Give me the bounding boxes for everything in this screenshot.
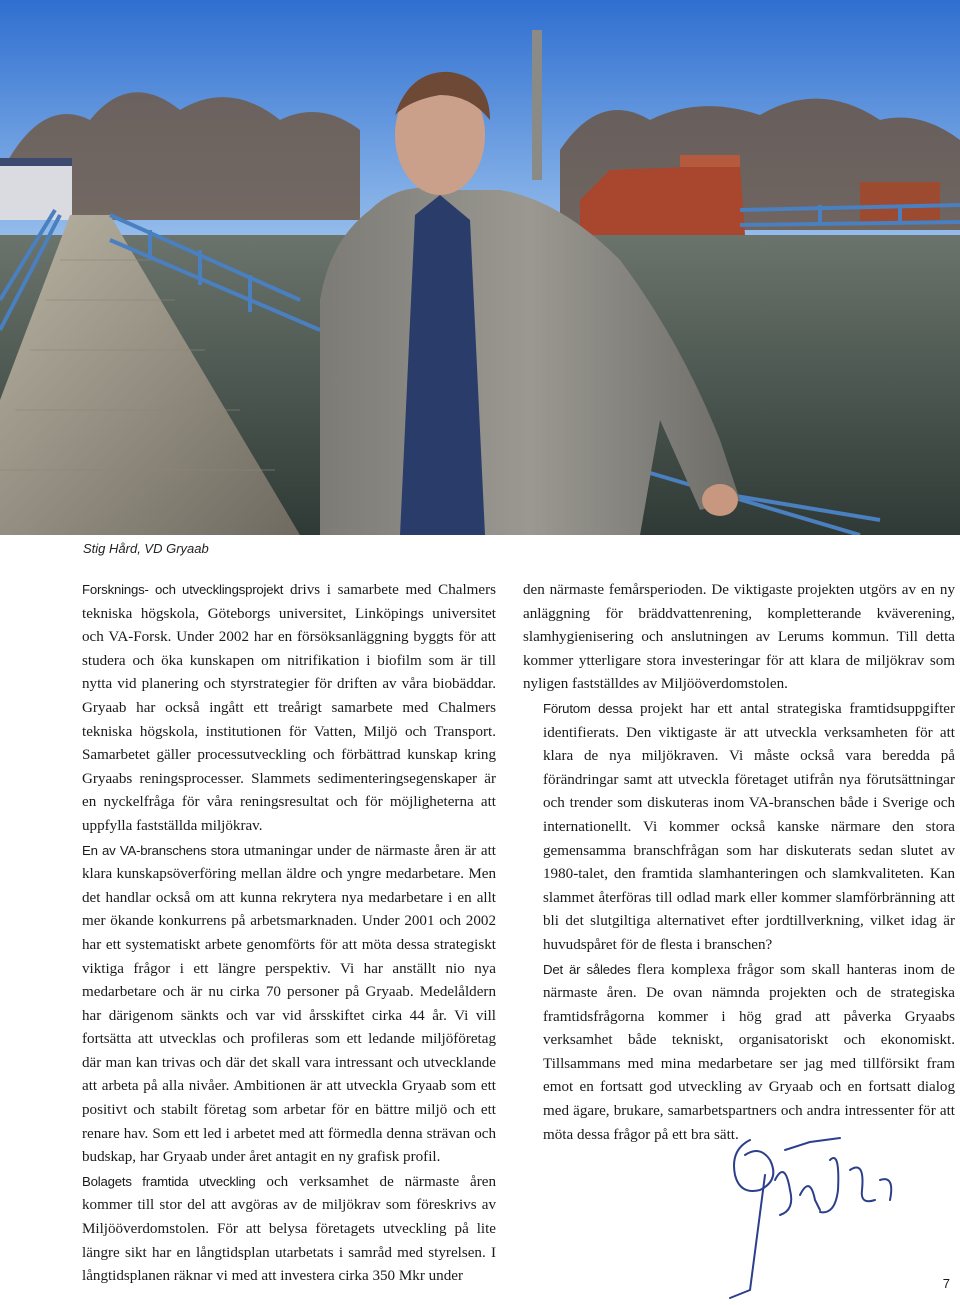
paragraph-lead: Det är således: [543, 961, 631, 977]
cover-photo: [0, 0, 960, 535]
paragraph: [523, 958, 955, 1148]
page-number: 7: [942, 1276, 950, 1291]
paragraph-text: och verksamhet de närmaste åren kommer till stor del att avgöras av de miljökrav som föreskrivs av Miljööverdomstolen. För att belysa företagets utveckling på lite längre sikt har en långtidsplan utarbetats i samråd med styrelsen. I långtidsplanen räknar vi med att investera cirka 350 Mkr under: [82, 1173, 497, 1285]
chimney: [532, 30, 542, 180]
paragraph-lead: Forsknings- och utvecklingsprojekt: [82, 582, 284, 597]
red-building: [580, 165, 745, 240]
paragraph: [523, 578, 955, 697]
paragraph-lead: Förutom dessa: [543, 700, 633, 716]
paragraph: [62, 578, 496, 839]
paragraph-text: projekt har ett antal strategiska framtidsuppgifter identifierats. Den viktigaste är att utveckla verksamheten för att klara de nya miljökraven. Vi måste också vara beredda på förändringar samt att utveckla företaget utifrån nya förutsättningar och trender som diskuteras inom VA-branschen både i Sverige och internationellt. Vi kommer också kanske närmare den stora gemensamma branschfrågan som har diskuterats sedan slutet av 1980-talet, den framtida slamhanteringen och slamkvaliteten. Kan slammet återföras till odlad mark eller kommer slamförbränning att bli det slutgiltiga alternativet efter jordtillverkning, vilket idag är huvudspåret för de flesta i branschen?: [543, 700, 955, 953]
paragraph-lead: Bolagets framtida utveckling: [82, 1173, 256, 1189]
right-column: [523, 578, 955, 1147]
paragraph-lead: En av VA-branschens stora: [82, 842, 240, 858]
signature: [690, 1120, 920, 1300]
paragraph: [62, 1170, 496, 1289]
paragraph-text: drivs i samarbete med Chalmers tekniska högskola, Göteborgs universitet, Linköpings universitet och VA-Forsk. Under 2002 har en försöksanläggning byggts för att studera och öka kunskapen om nitrifikation i biofilm som är till nytta vid planering och styrstrategier för driften av våra biobäddar. Gryaab har också ingått ett treårigt samarbete med Chalmers tekniska högskola, institutionen för Vatten, Miljö och Transport. Samarbetet gäller processutveckling och förbättrad kunskap kring Gryaabs reningsprocesser. Slammets sedimenteringsegenskaper är en nyckelfråga för våra reningsresultat och för möjligheterna att uppfylla fastställda miljökrav.: [82, 582, 496, 834]
paragraph: [523, 697, 955, 958]
paragraph: [62, 839, 496, 1170]
portrait-photo: [0, 0, 960, 535]
paragraph-text: den närmaste femårsperioden. De viktigaste projekten utgörs av en ny anläggning för bräddvattenrening, kompletterande kväverening, slamhygienisering och anslutningen av Lerums kommun. Till detta kommer ytterligare stora investeringar för att klara de miljökrav som nyligen fastställdes av Miljööverdomstolen.: [523, 582, 955, 693]
left-column: [62, 578, 496, 1289]
paragraph-text: utmaningar under de närmaste åren är att klara kunskapsöverföring mellan äldre och yngre medarbetare. Men det handlar också om att kunna rekrytera nya medarbetare i en allt mer ökande konkurrens på arbetsmarknaden. Under 2001 och 2002 har ett systematiskt arbete genomförts för att möta dessa strategiskt viktiga frågor i ett längre perspektiv. Vi har anställt nio nya medarbetare och är nu cirka 70 personer på Gryaab. Medelåldern har därigenom sänkts och var vid årsskiftet cirka 44 år. Vi vill fortsätta att utvecklas och profileras som ett ledande miljöföretag där man kan trivas och där det skall vara intressant och utvecklande att arbeta på alla nivåer. Ambitionen är att utveckla Gryaab som ett positivt och stabilt företag som arbetar för en bättre miljö och ett renare hav. Som ett led i arbetet med att förmedla denna strävan och budskap, har Gryaab under året antagit en ny grafisk profil.: [82, 842, 496, 1166]
paragraph-text: flera komplexa frågor som skall hanteras inom de närmaste åren. De ovan nämnda projekten och de strategiska framtidsfrågorna kommer i hög grad att påverka Gryaabs verksamhet både tekniskt, organisatoriskt och ekonomiskt. Tillsammans med mina medarbetare ser jag med tillförsikt fram emot en fortsatt god utveckling av Gryaab och en fortsatt dialog med ägare, brukare, samarbetspartners och andra intressenter för att möta dessa frågor på ett bra sätt.: [543, 961, 956, 1143]
photo-caption: Stig Hård, VD Gryaab: [83, 541, 209, 556]
white-building: [0, 160, 72, 220]
